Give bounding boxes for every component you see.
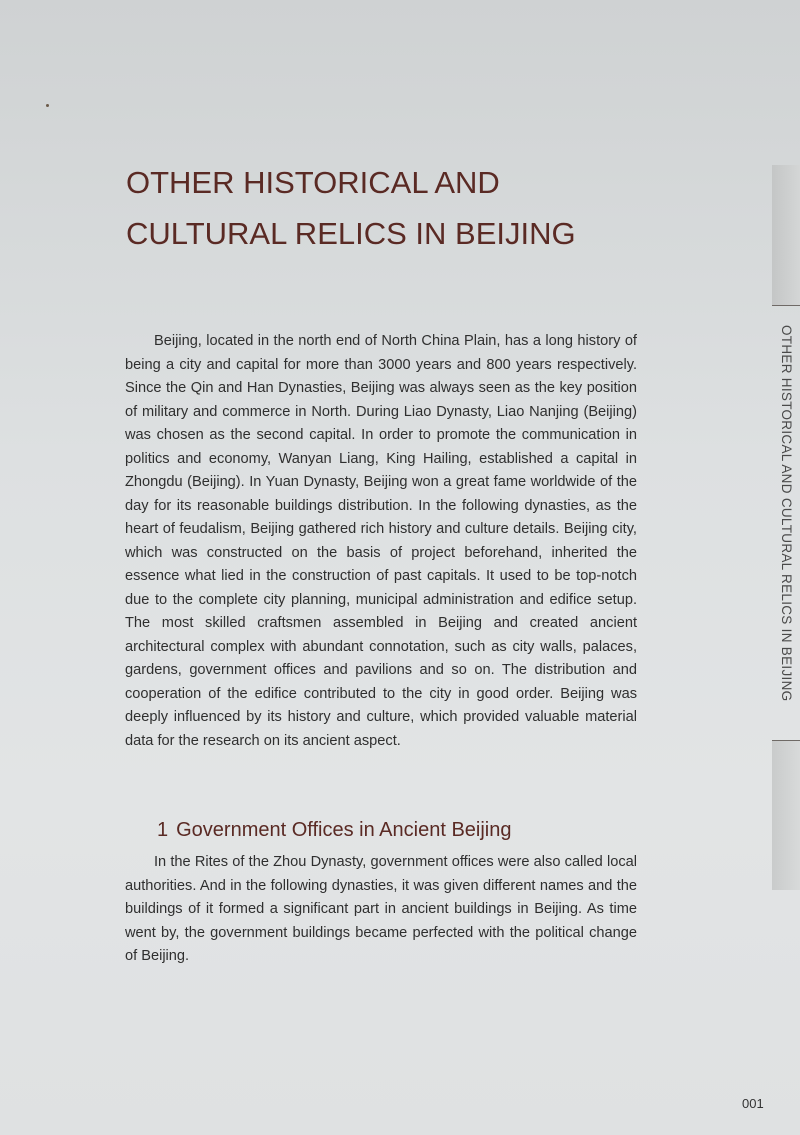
chapter-title [126, 157, 686, 259]
side-tab-label: OTHER HISTORICAL AND CULTURAL RELICS IN BEIJING [779, 325, 794, 702]
print-speck [46, 104, 49, 107]
section-heading [157, 817, 512, 843]
chapter-title-line-2: CULTURAL RELICS IN BEIJING [126, 216, 576, 251]
section-title: Government Offices in Ancient Beijing [176, 819, 512, 841]
section-paragraph: In the Rites of the Zhou Dynasty, government offices were also called local authorities. And in the following dynasties, it was given different names and the buildings of it formed a significant part in ancient buildings in Beijing. As time went by, the government buildings became perfected with the political change of Beijing. [125, 854, 637, 964]
side-tab-divider-top [772, 305, 800, 306]
side-tab-top-band [772, 165, 800, 305]
chapter-title-line-1: OTHER HISTORICAL AND [126, 165, 500, 200]
side-tab-divider-bottom [772, 740, 800, 741]
side-tab-bottom-band [772, 740, 800, 890]
intro-paragraph: Beijing, located in the north end of North China Plain, has a long history of being a city and capital for more than 3000 years and 800 years respectively. Since the Qin and Han Dynasties, Beijing was always seen as the key position of military and commerce in North. During Liao Dynasty, Liao Nanjing (Beijing) was chosen as the second capital. In order to promote the communication in politics and economy, Wanyan Liang, King Hailing, established a capital in Zhongdu (Beijing). In Yuan Dynasty, Beijing won a great fame worldwide of the day for its reasonable buildings distribution. In the following dynasties, as the heart of feudalism, Beijing gathered rich history and culture details. Beijing city, which was constructed on the basis of project beforehand, inherited the essence what lied in the construction of past capitals. It used to be top-notch due to the complete city planning, municipal administration and edifice setup. The most skilled craftsmen assembled in Beijing and created ancient architectural complex with abundant connotation, such as city walls, palaces, gardens, government offices and pavilions and so on. The distribution and cooperation of the edifice contributed to the city in good order. Beijing was deeply influenced by its history and culture, which provided valuable material data for the research on its ancient aspect. [125, 333, 637, 749]
page-number: 001 [742, 1096, 764, 1111]
section-number: 1 [157, 819, 169, 841]
